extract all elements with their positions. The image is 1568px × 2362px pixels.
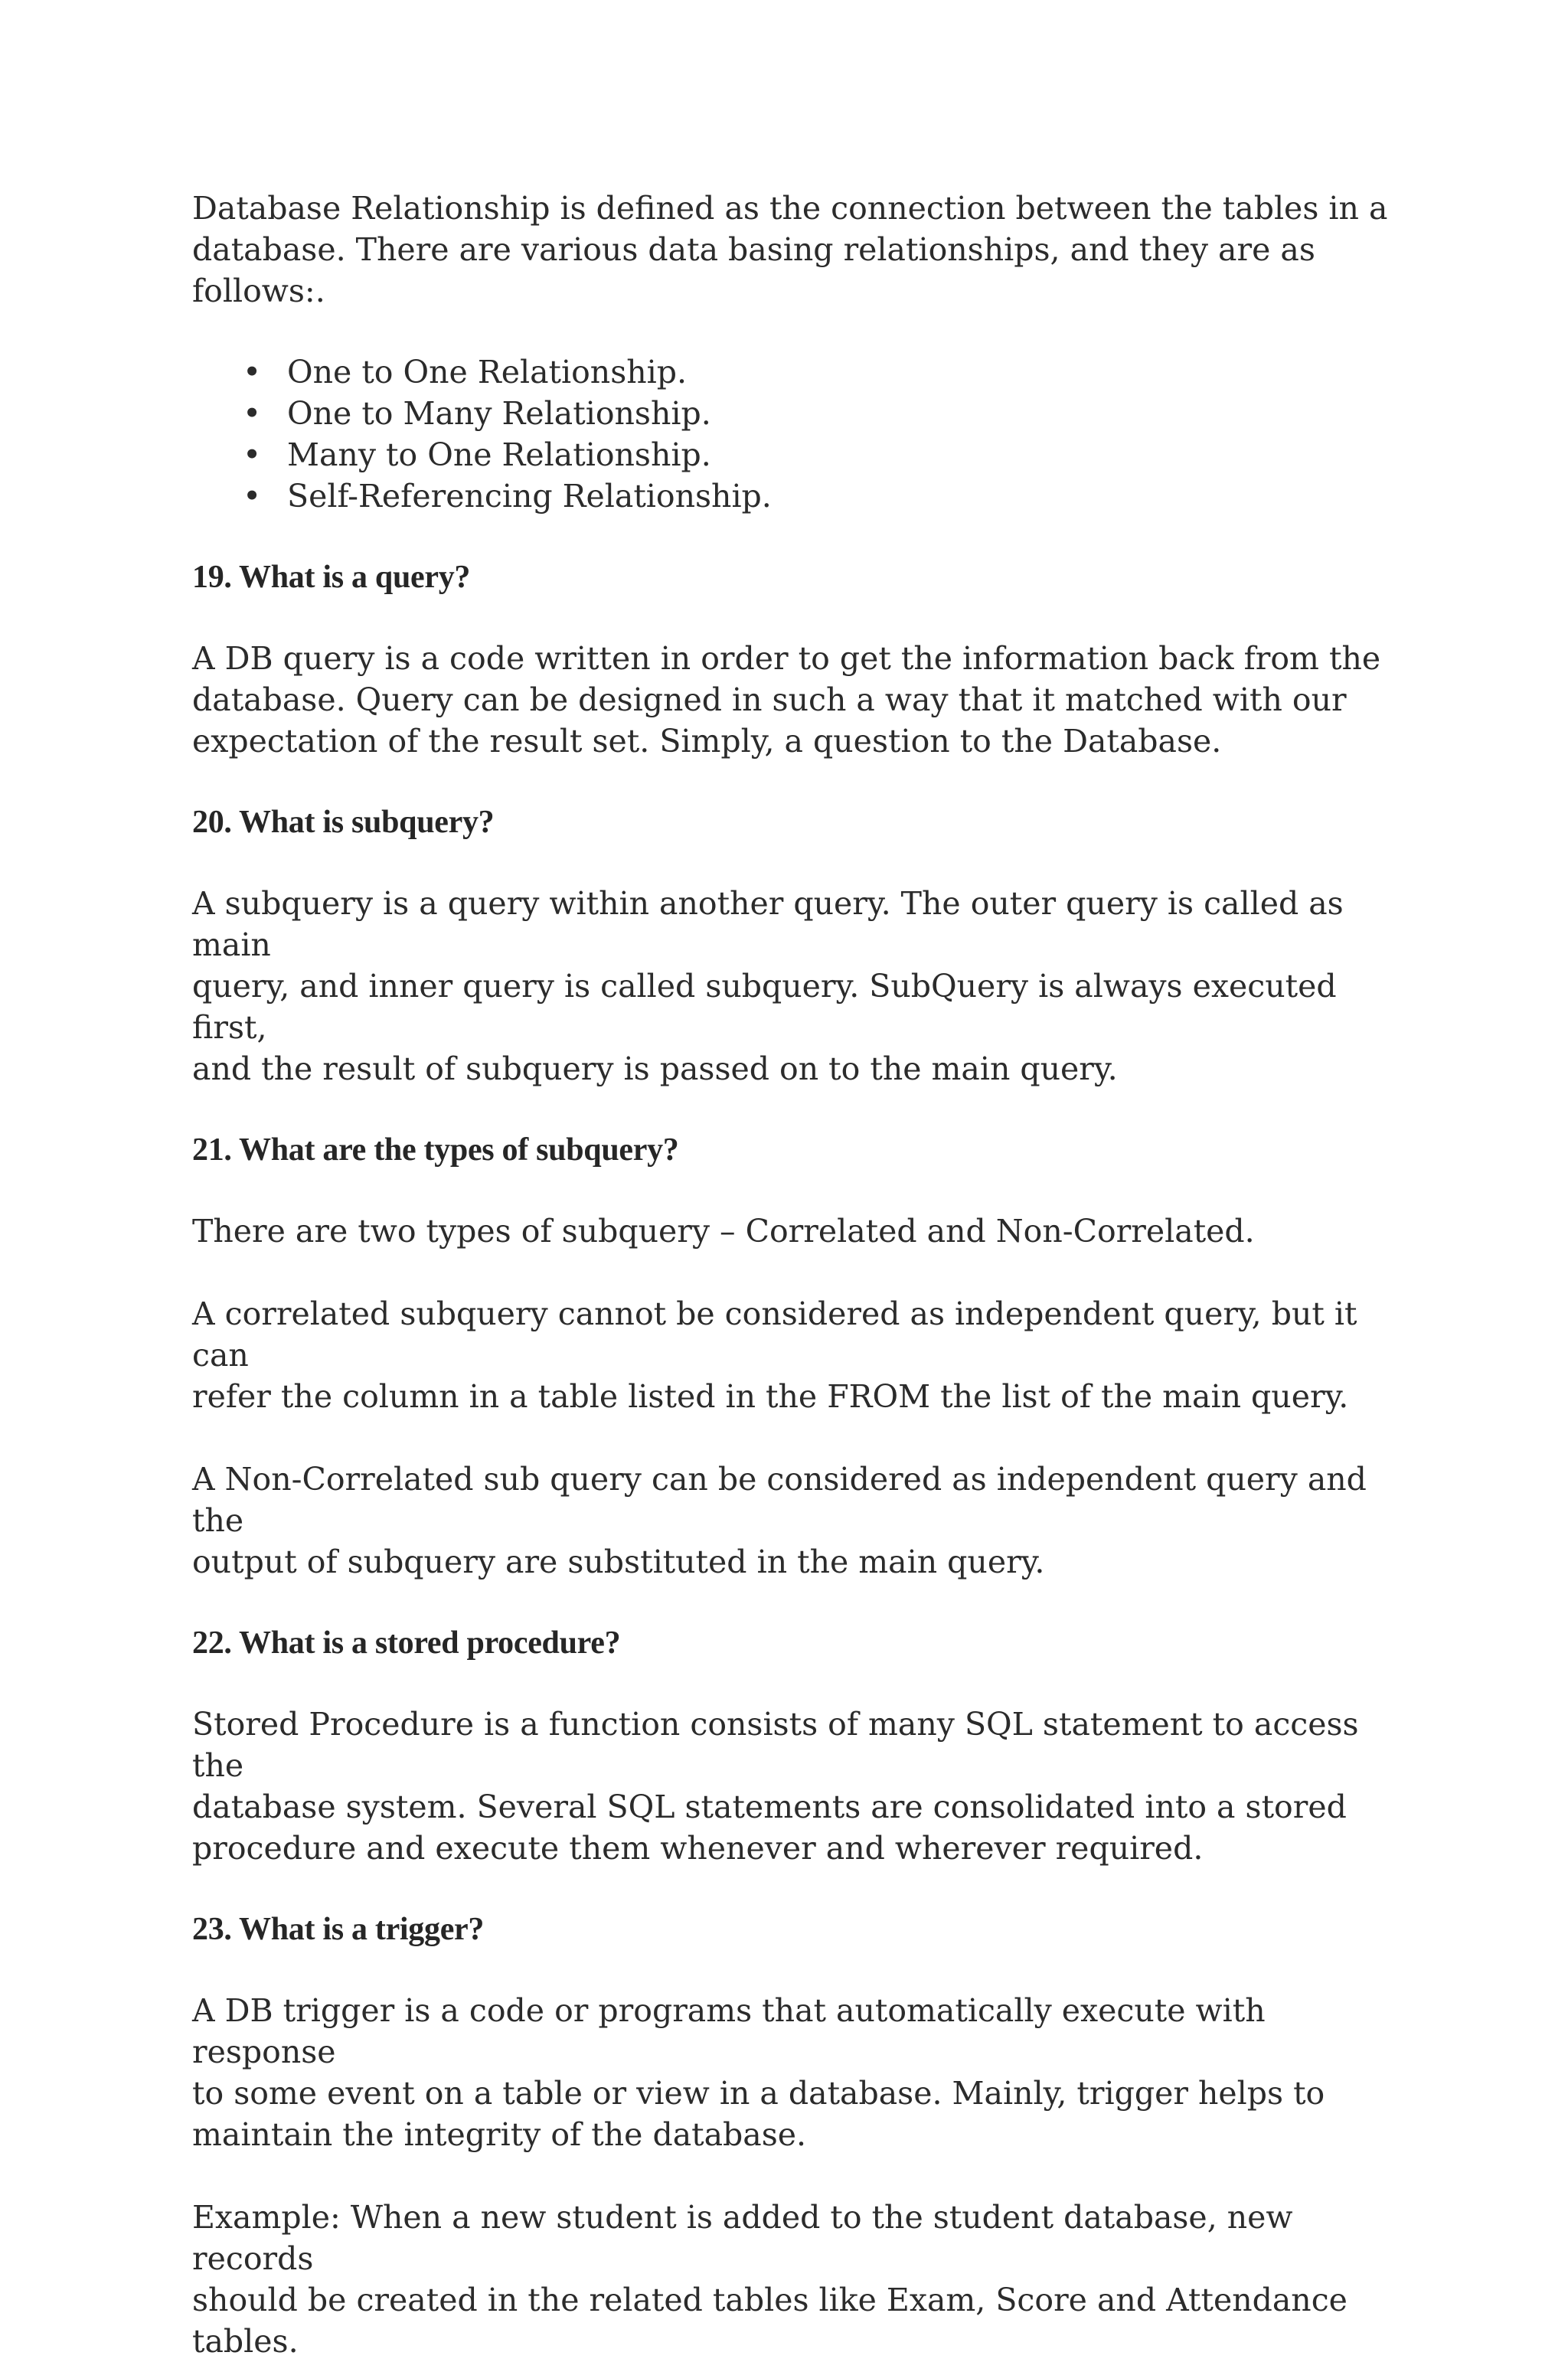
list-item [243,393,1417,434]
text-line: expectation of the result set. Simply, a question to the Database. [192,723,1222,760]
section-heading: 19. What is a query? [192,560,471,595]
section-paragraph [192,2197,1417,2362]
section-stored-procedure [192,1622,1417,1869]
bullet-icon: • [243,354,262,390]
section-heading: 20. What is subquery? [192,805,495,840]
section-query [192,557,1417,762]
list-item [243,475,1417,517]
text-line: database system. Several SQL statements are consolidated into a stored [192,1789,1347,1825]
list-item-text: Self-Referencing Relationship. [287,478,772,515]
relationship-list [192,351,1417,517]
section-subquery-types [192,1129,1417,1583]
text-line: A DB query is a code written in order to get the information back from the [192,640,1381,677]
text-line: maintain the integrity of the database. [192,2116,807,2153]
text-line: There are two types of subquery – Correlated and Non-Correlated. [192,1213,1255,1250]
section-paragraph [192,1293,1417,1417]
intro-paragraph [192,188,1417,312]
text-line: procedure and execute them whenever and wherever required. [192,1830,1204,1867]
text-line: query, and inner query is called subquery. SubQuery is always executed first, [192,968,1337,1046]
list-item-text: Many to One Relationship. [287,436,711,473]
document-page [192,188,1417,2362]
text-line: A correlated subquery cannot be considered as independent query, but it can [192,1295,1357,1374]
section-trigger [192,1909,1417,2362]
section-paragraph [192,638,1417,762]
text-line: Example: When a new student is added to the student database, new records [192,2199,1293,2277]
text-line: A subquery is a query within another query. The outer query is called as main [192,885,1344,963]
section-paragraph [192,1704,1417,1869]
text-line: output of subquery are substituted in the main query. [192,1544,1045,1580]
list-item [243,351,1417,393]
text-line: to some event on a table or view in a database. Mainly, trigger helps to [192,2075,1325,2112]
section-heading: 22. What is a stored procedure? [192,1625,621,1661]
text-line: database. Query can be designed in such a way that it matched with our [192,681,1347,718]
bullet-icon: • [243,478,262,515]
list-item [243,434,1417,475]
bullet-icon: • [243,436,262,473]
text-line: database. There are various data basing relationships, and they are as follows:. [192,231,1315,309]
text-line: should be created in the related tables like Exam, Score and Attendance tables. [192,2282,1348,2360]
list-item-text: One to One Relationship. [287,354,688,390]
section-paragraph [192,883,1417,1090]
text-line: A DB trigger is a code or programs that automatically execute with response [192,1992,1266,2070]
section-paragraph [192,1459,1417,1583]
text-line: and the result of subquery is passed on to the main query. [192,1050,1118,1087]
list-item-text: One to Many Relationship. [287,395,711,432]
text-line: refer the column in a table listed in the FROM the list of the main query. [192,1378,1349,1415]
text-line: Stored Procedure is a function consists of many SQL statement to access the [192,1706,1359,1784]
section-heading: 23. What is a trigger? [192,1912,485,1947]
text-line: Database Relationship is defined as the connection between the tables in a [192,190,1388,227]
section-paragraph [192,1210,1417,1252]
section-heading: 21. What are the types of subquery? [192,1132,679,1168]
section-subquery [192,802,1417,1090]
bullet-icon: • [243,395,262,432]
text-line: A Non-Correlated sub query can be considered as independent query and the [192,1461,1367,1539]
section-paragraph [192,1990,1417,2155]
